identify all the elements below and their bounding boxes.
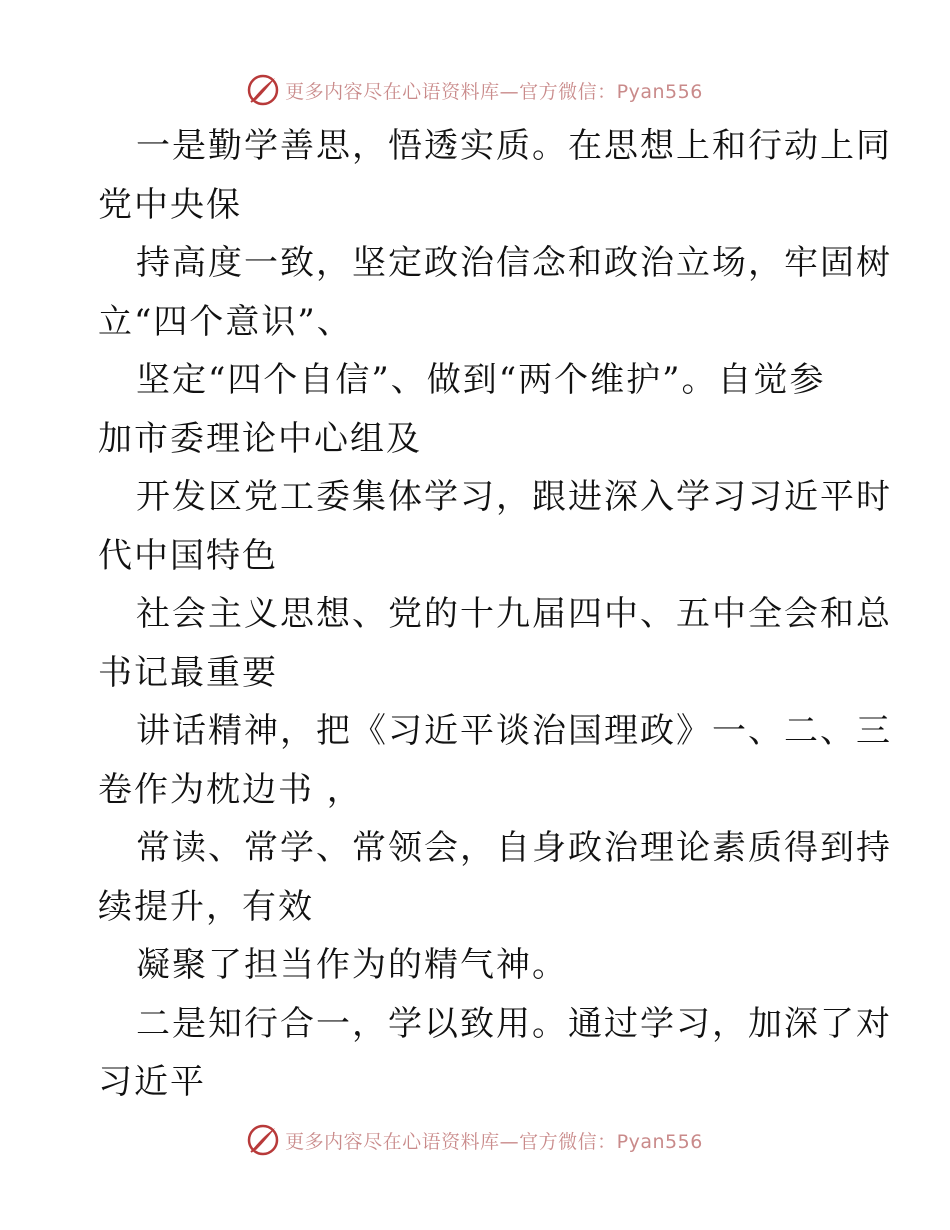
body-line: 一是勤学善思，悟透实质。在思想上和行动上同 [136,126,892,166]
body-line: 社会主义思想、党的十九届四中、五中全会和总 [136,594,892,634]
body-line: 坚定“四个自信”、做到“两个维护”。自觉参 [136,360,826,400]
body-line: 开发区党工委集体学习，跟进深入学习习近平时 [136,477,892,517]
quill-pen-logo-icon [247,1124,279,1156]
footer-banner-text: 更多内容尽在心语资料库—官方微信：Pyan556 [285,1130,703,1153]
body-line: 立“四个意识”、 [98,301,353,342]
body-line: 书记最重要 [98,652,278,693]
body-line: 卷作为枕边书 ， [98,769,363,810]
body-line: 持高度一致，坚定政治信念和政治立场，牢固树 [136,243,892,283]
quill-pen-logo-icon [247,74,279,106]
body-line: 讲话精神，把《习近平谈治国理政》一、二、三 [136,711,892,751]
body-line: 二是知行合一，学以致用。通过学习，加深了对 [136,1003,892,1044]
header-banner [0,70,950,110]
body-line: 代中国特色 [98,535,278,576]
footer-banner [0,1120,950,1160]
body-line: 凝聚了担当作为的精气神。 [136,945,568,985]
body-line: 常读、常学、常领会，自身政治理论素质得到持 [136,828,892,868]
body-line: 续提升，有效 [98,886,314,927]
body-line: 习近平 [98,1062,206,1102]
body-line: 党中央保 [98,184,242,225]
body-line: 加市委理论中心组及 [98,418,422,459]
header-banner-text: 更多内容尽在心语资料库—官方微信：Pyan556 [285,80,703,103]
document-body [98,117,892,1112]
